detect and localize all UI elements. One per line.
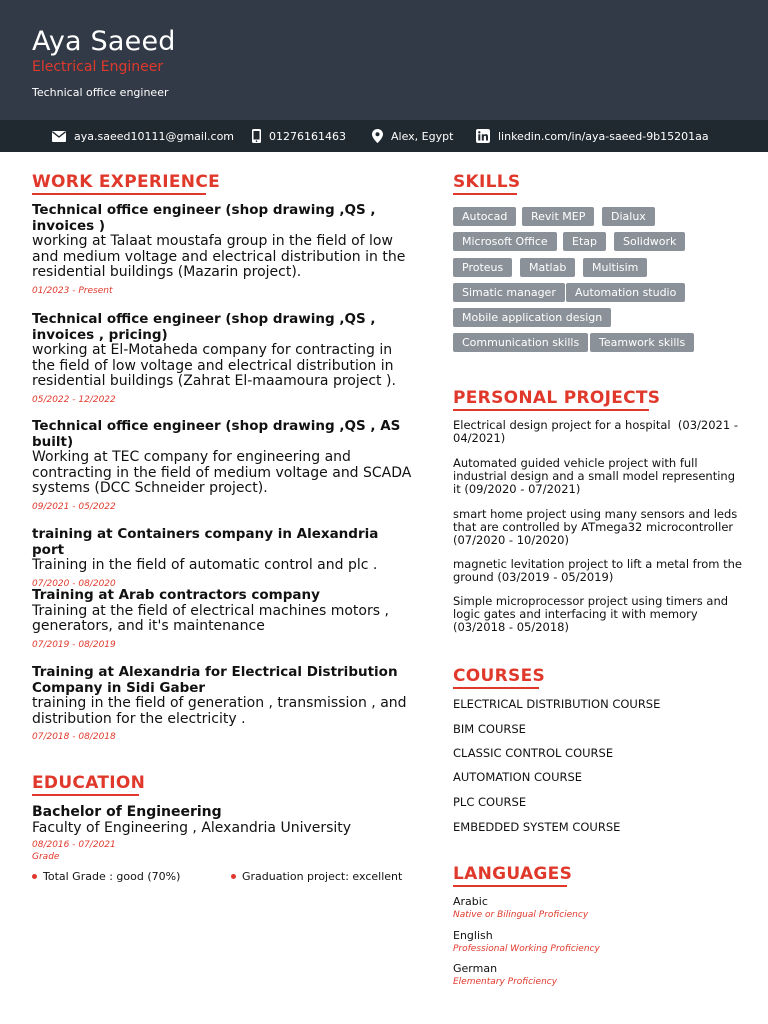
work-title: training at Containers company in Alexandria port	[32, 526, 379, 558]
linkedin-icon	[476, 129, 490, 143]
education-degree: Bachelor of Engineering	[32, 804, 222, 820]
skill-tag: Revit MEP	[522, 207, 594, 226]
language-name: Arabic	[453, 895, 488, 908]
section-underline	[32, 794, 139, 796]
section-underline	[453, 409, 649, 411]
course-item: CLASSIC CONTROL COURSE	[453, 746, 614, 760]
section-title-languages: LANGUAGES	[453, 864, 573, 884]
project-item: smart home project using many sensors and leds that are controlled by ATmega32 microcontroller (07/2020 - 10/2020)	[453, 507, 738, 547]
resume-header	[0, 0, 768, 120]
course-item: EMBEDDED SYSTEM COURSE	[453, 820, 621, 834]
skill-tag: Simatic manager	[453, 283, 565, 302]
section-title-courses: COURSES	[453, 666, 546, 686]
work-description: Training at the field of electrical machines motors , generators, and it's maintenance	[32, 602, 389, 634]
section-underline	[32, 193, 206, 195]
language-name: German	[453, 962, 498, 975]
skill-tag: Solidwork	[614, 232, 685, 251]
skill-tag: Multisim	[583, 258, 647, 277]
section-title-work: WORK EXPERIENCE	[32, 172, 221, 192]
education-school: Faculty of Engineering , Alexandria University	[32, 820, 352, 836]
skill-tag: Etap	[563, 232, 606, 251]
work-item	[32, 203, 412, 296]
language-item	[453, 895, 588, 920]
education-note: Grade	[32, 852, 60, 862]
language-name: English	[453, 929, 493, 942]
candidate-name: Aya Saeed	[32, 26, 176, 57]
course-item: BIM COURSE	[453, 722, 526, 736]
language-level: Professional Working Proficiency	[453, 944, 600, 954]
work-date: 09/2021 - 05/2022	[32, 501, 116, 512]
project-item: Electrical design project for a hospital (03/2021 - 04/2021)	[453, 418, 738, 445]
section-underline	[453, 885, 567, 887]
project-item: magnetic levitation project to lift a metal from the ground (03/2019 - 05/2019)	[453, 557, 742, 584]
language-level: Elementary Proficiency	[453, 977, 558, 987]
linkedin-text[interactable]: linkedin.com/in/aya-saeed-9b15201aa	[498, 129, 709, 143]
work-title: Training at Arab contractors company	[32, 587, 320, 603]
candidate-summary: Technical office engineer	[32, 86, 169, 99]
work-item	[32, 527, 412, 589]
work-description: Working at TEC company for engineering and contracting in the field of medium voltage and SCADA systems (DCC Schneider project).	[32, 449, 412, 496]
candidate-role: Electrical Engineer	[32, 59, 164, 75]
work-item	[32, 665, 412, 742]
work-date: 07/2018 - 08/2018	[32, 732, 116, 742]
section-underline	[453, 687, 539, 689]
language-level: Native or Bilingual Proficiency	[453, 910, 589, 920]
bullet-text: Total Grade : good (70%)	[43, 870, 181, 883]
section-underline	[453, 193, 517, 195]
email-text[interactable]: aya.saeed10111@gmail.com	[74, 129, 235, 143]
section-title-skills: SKILLS	[453, 172, 521, 192]
work-item	[32, 419, 412, 512]
skill-tag: Communication skills	[453, 333, 588, 352]
work-title: Technical office engineer (shop drawing ,QS , AS built)	[32, 418, 401, 450]
work-date: 07/2020 - 08/2020	[32, 578, 116, 589]
education-bullet	[32, 870, 180, 883]
language-item	[453, 929, 600, 954]
phone-icon	[252, 129, 261, 143]
bullet-dot	[32, 874, 37, 879]
work-title: Training at Alexandria for Electrical Distribution Company in Sidi Gaber	[32, 664, 398, 696]
work-item	[32, 312, 412, 405]
skill-tag: Autocad	[453, 207, 516, 226]
location-text: Alex, Egypt	[391, 129, 454, 143]
skill-tag: Dialux	[602, 207, 655, 226]
skill-tag: Microsoft Office	[453, 232, 557, 251]
work-description: working at Talaat moustafa group in the field of low and medium voltage and electrical distribution in the residential buildings (Mazarin project).	[32, 233, 406, 280]
skill-tag: Matlab	[520, 258, 575, 277]
skill-tag: Automation studio	[566, 283, 685, 302]
bullet-text: Graduation project: excellent	[242, 870, 403, 883]
location-pin-icon	[372, 129, 383, 143]
education-date: 08/2016 - 07/2021	[32, 840, 116, 850]
project-item: Simple microprocessor project using timers and logic gates and interfacing it with memory (03/2018 - 05/2018)	[453, 594, 729, 634]
work-title: Technical office engineer (shop drawing ,QS , invoices , pricing)	[32, 311, 376, 343]
phone-text[interactable]: 01276161463	[269, 129, 346, 143]
language-item	[453, 962, 557, 987]
work-date: 01/2023 - Present	[32, 285, 113, 296]
envelope-icon	[52, 131, 66, 142]
course-item: ELECTRICAL DISTRIBUTION COURSE	[453, 697, 661, 711]
work-description: training in the field of generation , transmission , and distribution for the electricity .	[32, 695, 407, 727]
contact-phone[interactable]	[252, 120, 346, 152]
work-item	[32, 588, 412, 650]
contact-linkedin[interactable]	[476, 120, 709, 152]
skill-tag: Mobile application design	[453, 308, 611, 327]
education-item	[32, 804, 422, 862]
contact-location	[372, 120, 453, 152]
skill-tag: Proteus	[453, 258, 512, 277]
work-title: Technical office engineer (shop drawing ,QS , invoices )	[32, 202, 376, 234]
course-item: AUTOMATION COURSE	[453, 770, 583, 784]
education-bullet	[231, 870, 402, 883]
work-description: working at El-Motaheda company for contracting in the field of low voltage and electrical distribution in residential buildings (Zahrat El-maamoura project ).	[32, 342, 396, 389]
section-title-education: EDUCATION	[32, 773, 146, 793]
bullet-dot	[231, 874, 236, 879]
contact-email[interactable]	[52, 120, 234, 152]
work-date: 07/2019 - 08/2019	[32, 639, 116, 650]
work-date: 05/2022 - 12/2022	[32, 394, 116, 405]
work-description: Training in the field of automatic control and plc .	[32, 557, 378, 573]
project-item: Automated guided vehicle project with full industrial design and a small model representing it (09/2020 - 07/2021)	[453, 456, 735, 496]
contact-bar	[0, 120, 768, 152]
skill-tag: Teamwork skills	[590, 333, 694, 352]
course-item: PLC COURSE	[453, 795, 527, 809]
section-title-projects: PERSONAL PROJECTS	[453, 388, 661, 408]
